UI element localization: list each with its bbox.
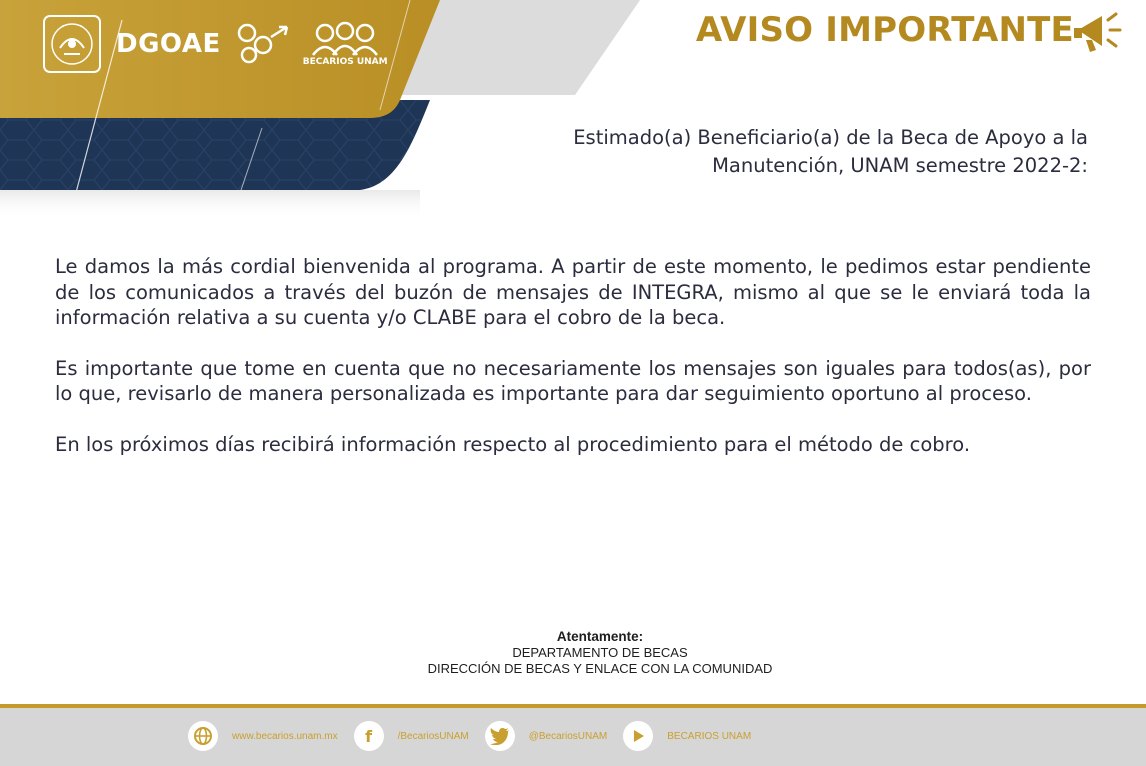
- footer-gold-line: [0, 704, 1146, 708]
- greeting-line-1: Estimado(a) Beneficiario(a) de la Beca de Apoyo a la: [573, 126, 1088, 149]
- dgoae-logo-text: DGOAE: [116, 29, 221, 59]
- dgoae-swirl-icon: [233, 19, 291, 69]
- unam-seal-icon: [40, 12, 104, 76]
- footer-links: [188, 720, 767, 752]
- signature-direction: DIRECCIÓN DE BECAS Y ENLACE CON LA COMUNIDAD: [427, 661, 773, 676]
- megaphone-icon: [1072, 6, 1124, 54]
- website-link[interactable]: www.becarios.unam.mx: [232, 730, 338, 742]
- becarios-people-icon: [305, 21, 385, 61]
- paragraph-messages: Es importante que tome en cuenta que no necesariamente los mensajes son iguales para todos(as), por lo que, revisarlo de manera personalizada es importante para dar seguimiento oportuno al proceso.: [55, 356, 1091, 405]
- greeting-line-2: Manutención, UNAM semestre 2022-2:: [712, 154, 1088, 177]
- globe-icon[interactable]: [188, 721, 218, 751]
- signature-block: [370, 629, 830, 677]
- paragraph-upcoming: En los próximos días recibirá información respecto al procedimiento para el método de cobro.: [55, 432, 971, 456]
- paragraph-welcome: Le damos la más cordial bienvenida al programa. A partir de este momento, le pedimos estar pendiente de los comunicados a través del buzón de mensajes de INTEGRA, mismo al que se le enviará toda la información relativa a su cuenta y/o CLABE para el cobro de la beca.: [55, 255, 1091, 329]
- signature-closing: Atentamente:: [556, 629, 644, 644]
- facebook-icon[interactable]: f: [354, 721, 384, 751]
- notice-title: AVISO IMPORTANTE: [695, 10, 1074, 50]
- header-logos: [40, 8, 388, 80]
- youtube-link[interactable]: BECARIOS UNAM: [667, 730, 752, 742]
- twitter-icon[interactable]: [485, 721, 515, 751]
- youtube-icon[interactable]: [623, 721, 653, 751]
- signature-department: DEPARTAMENTO DE BECAS: [512, 645, 688, 660]
- facebook-link[interactable]: /BecariosUNAM: [397, 730, 469, 742]
- notice-body: [55, 254, 1091, 482]
- becarios-unam-logo: [303, 21, 388, 67]
- twitter-link[interactable]: @BecariosUNAM: [528, 730, 608, 742]
- becarios-logo-text: BECARIOS UNAM: [302, 57, 388, 67]
- greeting: [408, 124, 1088, 180]
